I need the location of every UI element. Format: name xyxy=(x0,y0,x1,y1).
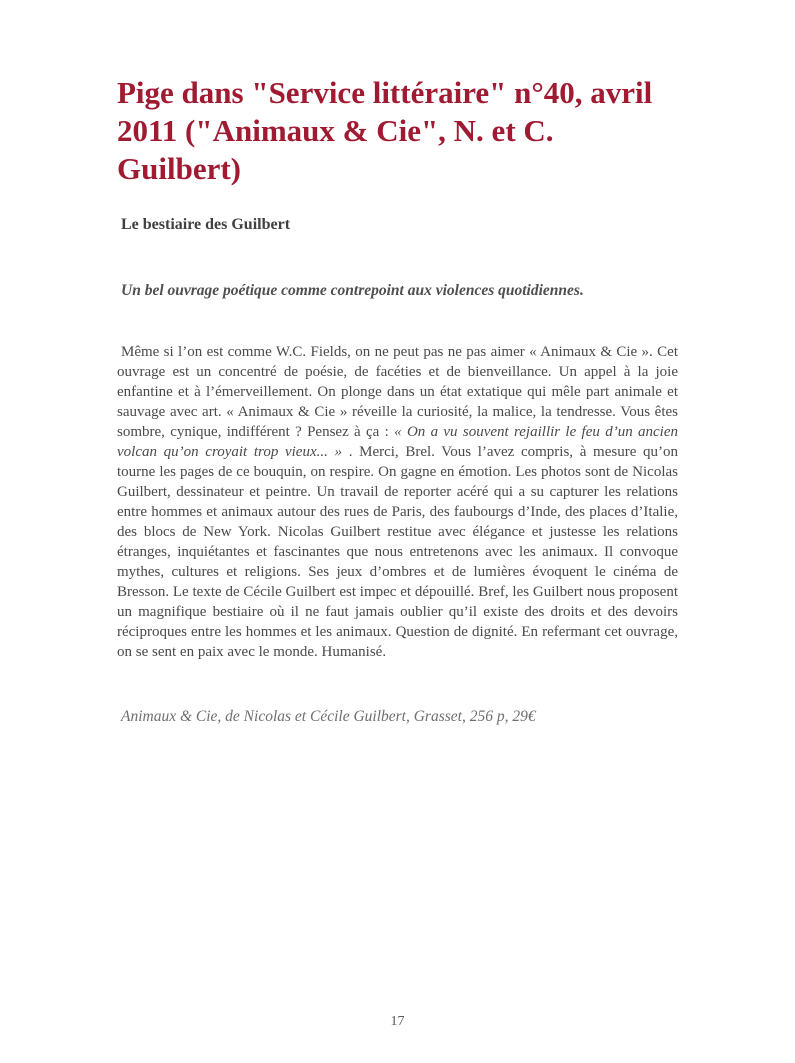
page-title xyxy=(117,74,678,188)
document-page xyxy=(117,0,678,727)
page-title-line-1: Pige dans "Service littéraire" n°40, avril xyxy=(117,75,653,110)
page-number: 17 xyxy=(390,1014,405,1029)
page-title-line-3: Guilbert) xyxy=(117,151,241,186)
article-subtitle: Le bestiaire des Guilbert xyxy=(121,216,291,233)
article-body-part1: Même si l’on est comme W.C. Fields, on ne peut pas ne pas aimer « Animaux & Cie ». Cet ouvrage est un concentré de poésie, de facéties et de bienveillance. Un appel à la joie enfantine et à l’émerveillement. On plonge dans un état extatique qui mêle part animale et sauvage avec art. « Animaux & Cie » réveille la curiosité, la malice, la tendresse. Vous êtes sombre, cynique, indifférent ? Pensez à ça : xyxy=(117,344,678,440)
article-body-part2: . Merci, Brel. Vous l’avez compris, à mesure qu’on tourne les pages de ce bouquin, on respire. On gagne en émotion. Les photos sont de Nicolas Guilbert, dessinateur et peintre. Un travail de reporter acéré qui a su capturer les relations entre hommes et animaux autour des rues de Paris, des faubourgs d’Inde, des places d’Italie, des blocs de New York. Nicolas Guilbert restitue avec élégance et justesse les relations étranges, inquiétantes et fascinantes que nous entretenons avec les animaux. Il convoque mythes, cultures et religions. Ses jeux d’ombres et de lumières évoquent le cinéma de Bresson. Le texte de Cécile Guilbert est impec et dépouillé. Bref, les Guilbert nous proposent un magnifique bestiaire où il ne faut jamais oublier qu’il existe des droits et des devoirs réciproques entre les hommes et les animaux. Question de dignité. En refermant cet ouvrage, on se sent en paix avec le monde. Humanisé. xyxy=(117,444,678,660)
article-body xyxy=(117,342,678,662)
brel-quote: « On a vu souvent rejaillir le feu d’un ancien volcan qu’on croyait trop vieux... » xyxy=(117,424,678,460)
page-title-line-2: 2011 ("Animaux & Cie", N. et C. xyxy=(117,113,554,148)
article-standfirst: Un bel ouvrage poétique comme contrepoint aux violences quotidiennes. xyxy=(121,282,584,299)
book-reference: Animaux & Cie, de Nicolas et Cécile Guilbert, Grasset, 256 p, 29€ xyxy=(121,708,536,725)
